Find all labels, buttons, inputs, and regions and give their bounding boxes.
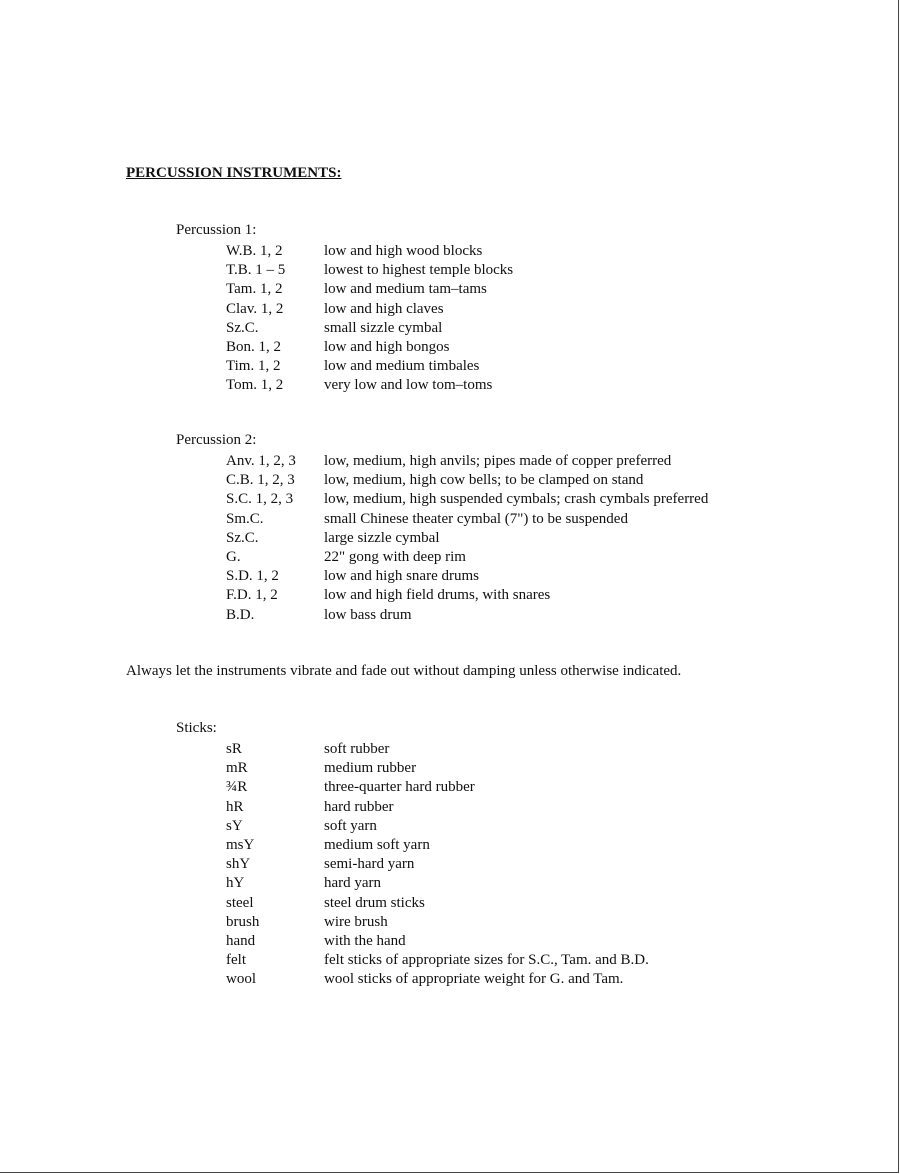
instrument-abbreviation: F.D. 1, 2 [226, 587, 278, 604]
percussion-2-list [226, 452, 708, 625]
page-title: PERCUSSION INSTRUMENTS: [126, 165, 342, 181]
stick-abbreviation: sR [226, 741, 242, 757]
instrument-abbreviation: W.B. 1, 2 [226, 243, 283, 259]
stick-description: wire brush [324, 913, 388, 930]
stick-description: soft yarn [324, 817, 377, 834]
instrument-description: lowest to highest temple blocks [324, 262, 514, 279]
instrument-description: low and high field drums, with snares [324, 587, 551, 604]
instrument-description: low, medium, high cow bells; to be clamped on stand [324, 472, 644, 489]
stick-description: soft rubber [324, 741, 390, 757]
list-item [226, 836, 649, 855]
stick-description: felt sticks of appropriate sizes for S.C., Tam. and B.D. [324, 952, 649, 969]
stick-abbreviation: wool [226, 971, 256, 988]
list-item [226, 376, 513, 395]
instrument-description: low and high snare drums [324, 568, 479, 585]
list-item [226, 338, 513, 357]
stick-abbreviation: hY [226, 875, 245, 892]
stick-abbreviation: hR [226, 798, 244, 815]
instrument-description: low, medium, high suspended cymbals; crash cymbals preferred [324, 491, 709, 508]
instrument-abbreviation: T.B. 1 – 5 [226, 262, 286, 279]
stick-description: with the hand [324, 932, 406, 949]
list-item [226, 490, 708, 509]
list-item [226, 798, 649, 817]
stick-abbreviation: steel [226, 894, 254, 911]
instrument-abbreviation: C.B. 1, 2, 3 [226, 472, 295, 489]
list-item [226, 357, 513, 376]
stick-abbreviation: hand [226, 932, 256, 949]
instrument-abbreviation: Sz.C. [226, 529, 259, 546]
instrument-abbreviation: Tom. 1, 2 [226, 377, 284, 394]
instrument-abbreviation: Bon. 1, 2 [226, 338, 282, 355]
damping-note: Always let the instruments vibrate and fade out without damping unless otherwise indicated. [126, 663, 682, 679]
list-item [226, 242, 513, 261]
percussion-1-list [226, 242, 513, 396]
instrument-abbreviation: B.D. [226, 606, 255, 623]
percussion-2-heading: Percussion 2: [176, 432, 257, 448]
instrument-description: 22" gong with deep rim [324, 548, 466, 565]
list-item [226, 778, 649, 797]
instrument-abbreviation: S.C. 1, 2, 3 [226, 491, 294, 508]
list-item [226, 874, 649, 893]
instrument-abbreviation: Clav. 1, 2 [226, 300, 284, 317]
list-item [226, 970, 649, 989]
list-item [226, 759, 649, 778]
list-item [226, 932, 649, 951]
stick-description: three-quarter hard rubber [324, 779, 475, 796]
list-item [226, 586, 708, 605]
list-item [226, 548, 708, 567]
instrument-description: low and high bongos [324, 338, 450, 355]
instrument-description: low, medium, high anvils; pipes made of copper preferred [324, 453, 672, 469]
stick-description: hard rubber [324, 798, 394, 815]
stick-abbreviation: msY [226, 836, 255, 853]
list-item [226, 471, 708, 490]
stick-description: hard yarn [324, 875, 382, 892]
instrument-description: small sizzle cymbal [324, 319, 443, 336]
list-item [226, 606, 708, 625]
list-item [226, 300, 513, 319]
list-item [226, 529, 708, 548]
stick-description: semi-hard yarn [324, 856, 415, 873]
list-item [226, 510, 708, 529]
stick-abbreviation: felt [226, 952, 246, 969]
stick-abbreviation: brush [226, 913, 260, 930]
list-item [226, 817, 649, 836]
stick-abbreviation: ¾R [226, 779, 248, 796]
instrument-description: very low and low tom–toms [324, 377, 493, 394]
stick-description: medium rubber [324, 760, 417, 777]
instrument-description: low bass drum [324, 606, 412, 623]
sticks-heading: Sticks: [176, 720, 217, 736]
stick-description: medium soft yarn [324, 836, 430, 853]
list-item [226, 567, 708, 586]
list-item [226, 740, 649, 759]
list-item [226, 855, 649, 874]
instrument-abbreviation: S.D. 1, 2 [226, 568, 279, 585]
list-item [226, 452, 708, 471]
list-item [226, 894, 649, 913]
list-item [226, 280, 513, 299]
stick-abbreviation: mR [226, 760, 248, 777]
stick-description: wool sticks of appropriate weight for G. and Tam. [324, 971, 624, 988]
list-item [226, 261, 513, 280]
stick-abbreviation: sY [226, 817, 243, 834]
list-item [226, 913, 649, 932]
instrument-abbreviation: Anv. 1, 2, 3 [226, 453, 296, 469]
instrument-abbreviation: G. [226, 548, 241, 565]
instrument-abbreviation: Tim. 1, 2 [226, 358, 281, 375]
instrument-description: large sizzle cymbal [324, 529, 440, 546]
instrument-abbreviation: Sm.C. [226, 510, 264, 527]
percussion-1-heading: Percussion 1: [176, 222, 257, 238]
instrument-description: small Chinese theater cymbal (7") to be suspended [324, 510, 628, 527]
instrument-description: low and high claves [324, 300, 444, 317]
instrument-description: low and high wood blocks [324, 243, 483, 259]
instrument-abbreviation: Tam. 1, 2 [226, 281, 283, 298]
instrument-description: low and medium tam–tams [324, 281, 487, 298]
instrument-description: low and medium timbales [324, 358, 480, 375]
instrument-abbreviation: Sz.C. [226, 319, 259, 336]
stick-abbreviation: shY [226, 856, 251, 873]
sticks-list [226, 740, 649, 989]
list-item [226, 319, 513, 338]
stick-description: steel drum sticks [324, 894, 425, 911]
list-item [226, 951, 649, 970]
